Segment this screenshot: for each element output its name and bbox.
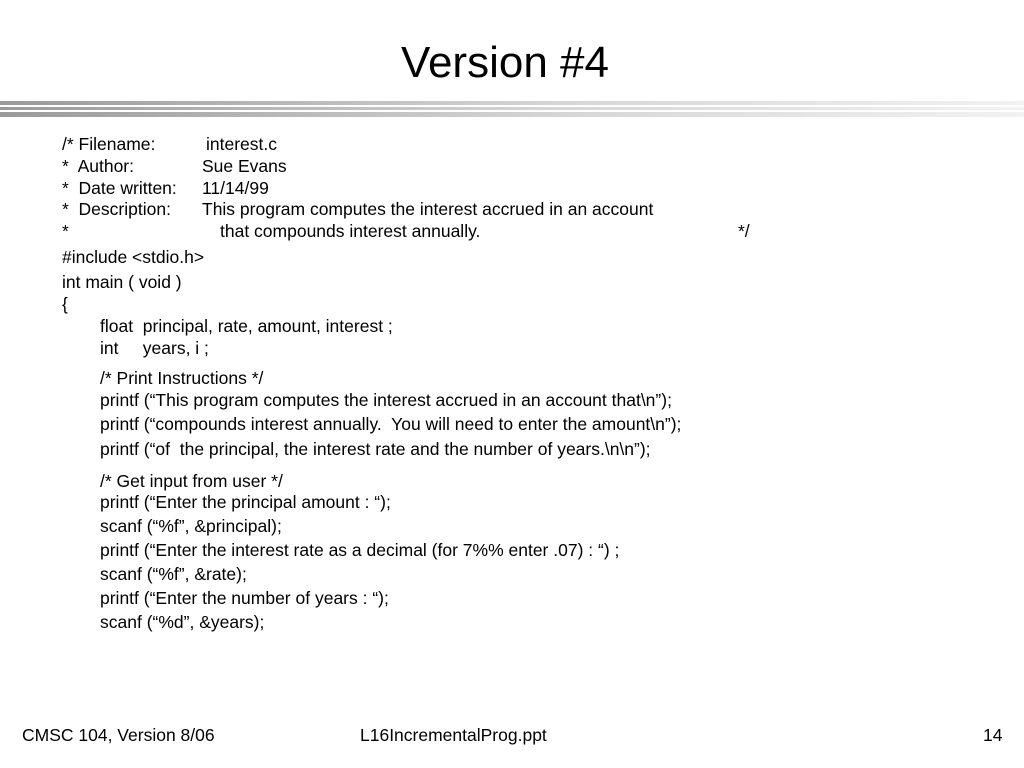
input-line-6: scanf (“%d”, &years); <box>100 612 265 632</box>
comment-date-value: 11/14/99 <box>202 178 269 198</box>
comment-continuation-text: that compounds interest annually. <box>220 221 481 241</box>
slide-title: Version #4 <box>401 38 609 87</box>
include-line: #include <stdio.h> <box>62 247 205 267</box>
footer-course: CMSC 104, Version 8/06 <box>22 725 215 745</box>
input-line-2: scanf (“%f”, &principal); <box>100 516 282 536</box>
footer-filename: L16IncrementalProg.ppt <box>360 725 547 745</box>
footer-page-number: 14 <box>983 725 1003 745</box>
input-line-4: scanf (“%f”, &rate); <box>100 564 247 584</box>
printf-line-2: printf (“compounds interest annually. You will need to enter the amount\n”); <box>100 414 682 434</box>
title-divider-bar <box>0 101 1024 117</box>
comment-continuation-star: * <box>62 221 69 241</box>
get-input-comment: /* Get input from user */ <box>100 471 283 491</box>
input-line-1: printf (“Enter the principal amount : “); <box>100 492 391 512</box>
comment-date-label: * Date written: <box>62 178 177 198</box>
int-declaration: int years, i ; <box>100 338 209 358</box>
main-signature: int main ( void ) <box>62 272 182 292</box>
float-declaration: float principal, rate, amount, interest ; <box>100 316 393 336</box>
comment-author-value: Sue Evans <box>202 156 287 176</box>
comment-author-label: * Author: <box>62 156 134 176</box>
comment-close: */ <box>738 221 750 241</box>
printf-line-1: printf (“This program computes the interest accrued in an account that\n”); <box>100 390 672 410</box>
comment-filename-label: /* Filename: <box>62 134 156 154</box>
open-brace: { <box>62 294 68 314</box>
comment-description-label: * Description: <box>62 199 171 219</box>
printf-line-3: printf (“of the principal, the interest rate and the number of years.\n\n”); <box>100 439 651 459</box>
input-line-5: printf (“Enter the number of years : “); <box>100 588 389 608</box>
print-instructions-comment: /* Print Instructions */ <box>100 368 264 388</box>
input-line-3: printf (“Enter the interest rate as a decimal (for 7%% enter .07) : “) ; <box>100 540 620 560</box>
comment-description-value: This program computes the interest accrued in an account <box>202 199 654 219</box>
comment-filename-value: interest.c <box>206 134 277 154</box>
